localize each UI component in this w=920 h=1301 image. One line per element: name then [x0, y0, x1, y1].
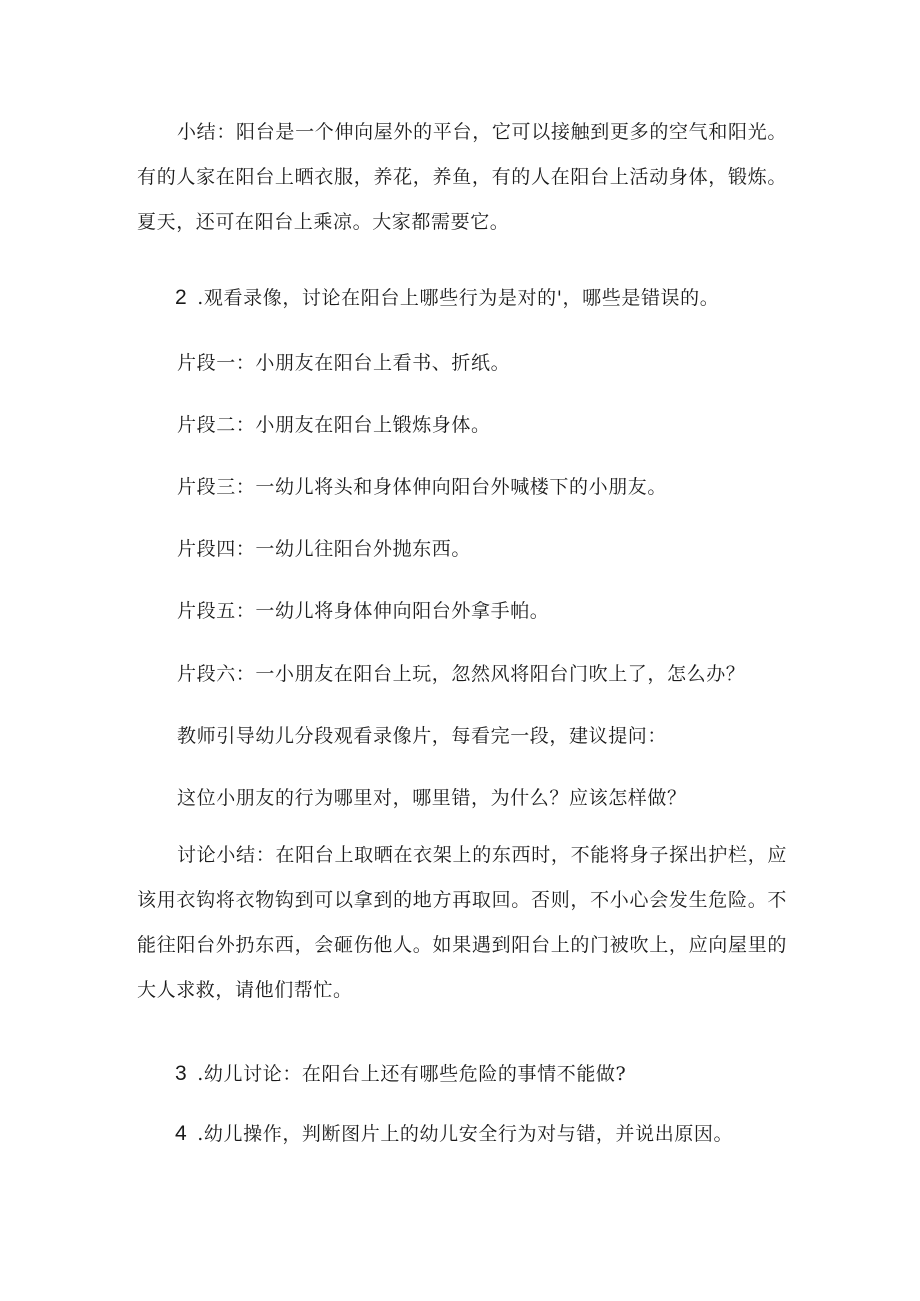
clip-1: 片段一：小朋友在阳台上看书、折纸。: [177, 352, 511, 374]
step-3-number: 3: [175, 1062, 188, 1085]
discussion-summary: 讨论小结：在阳台上取晒在衣架上的东西时，不能将身子探出护栏，应该用衣钩将衣物钩到可以拿到的地方再取回。否则，不小心会发生危险。不能往阳台外扔东西，会砸伤他人。如果遇到阳台上的门被吹上，应向屋里的大人求救，请他们帮忙。: [137, 844, 787, 1001]
clip-5: 片段五：一幼儿将身体伸向阳台外拿手帕。: [177, 600, 550, 622]
question: 这位小朋友的行为哪里对，哪里错，为什么？应该怎样做？: [177, 787, 687, 809]
clip-3: 片段三：一幼儿将头和身体伸向阳台外喊楼下的小朋友。: [177, 476, 668, 498]
clip-4: 片段四：一幼儿往阳台外抛东西。: [177, 538, 472, 560]
step-4-line: [175, 1121, 733, 1147]
teacher-guide: 教师引导幼儿分段观看录像片，每看完一段，建议提问：: [177, 725, 668, 747]
step-2-number: 2: [175, 286, 188, 309]
step-4-number: 4: [175, 1122, 188, 1145]
clip-2: 片段二：小朋友在阳台上锻炼身体。: [177, 414, 491, 436]
step-3-text: .幼儿讨论：在阳台上还有哪些危险的事情不能做?: [197, 1063, 627, 1085]
clip-6: 片段六：一小朋友在阳台上玩，忽然风将阳台门吹上了，怎么办？: [177, 663, 746, 685]
step-2-line: [175, 285, 719, 311]
step-2-text: .观看录像，讨论在阳台上哪些行为是对的'，哪些是错误的。: [197, 287, 720, 309]
step-3-line: [175, 1061, 626, 1087]
summary-paragraph: 小结：阳台是一个伸向屋外的平台，它可以接触到更多的空气和阳光。有的人家在阳台上晒衣服，养花，养鱼，有的人在阳台上活动身体，锻炼。夏天，还可在阳台上乘凉。大家都需要它。: [137, 121, 787, 233]
step-4-text: .幼儿操作，判断图片上的幼儿安全行为对与错，并说出原因。: [197, 1123, 734, 1145]
